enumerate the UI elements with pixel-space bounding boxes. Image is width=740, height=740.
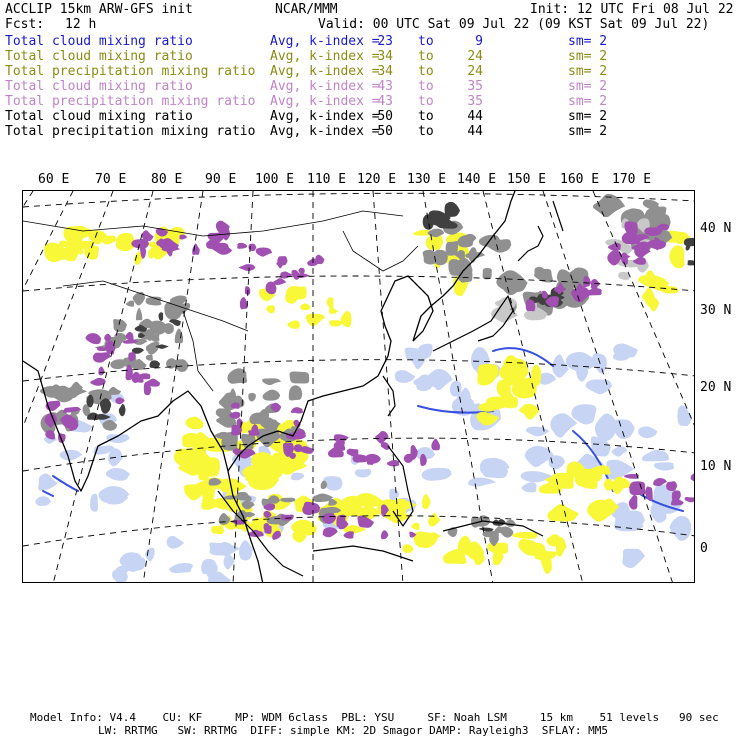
cloud-level2-area bbox=[422, 494, 431, 509]
cloud-level1-area bbox=[239, 540, 253, 560]
cloud-level3-area bbox=[387, 460, 399, 466]
cloud-level1-area bbox=[468, 478, 496, 487]
cloud-level2-area bbox=[327, 298, 334, 310]
cloud-level1-area bbox=[38, 474, 58, 491]
cloud-level3-area bbox=[86, 333, 102, 344]
legend-avg-label: Avg, k-index = bbox=[270, 34, 380, 49]
legend-k-to: 44 bbox=[467, 109, 483, 124]
cloud-level3-area bbox=[691, 473, 695, 484]
cloud-level2-area bbox=[300, 303, 310, 310]
cloud-level1-area bbox=[670, 516, 690, 541]
cloud-level4-core bbox=[169, 319, 181, 324]
cloud-level4-area bbox=[175, 329, 183, 344]
valid-time: Valid: 00 UTC Sat 09 Jul 22 (09 KST Sat 09 Jul 22) bbox=[318, 17, 710, 32]
cloud-level2-area bbox=[340, 311, 351, 327]
cloud-level2-area bbox=[646, 270, 655, 281]
lon-tick-label: 130 E bbox=[407, 172, 447, 187]
lat-tick-label: 0 bbox=[700, 541, 708, 556]
legend-field: Total cloud mixing ratio bbox=[5, 49, 193, 64]
legend-sm: sm= 2 bbox=[568, 79, 608, 94]
lon-tick-label: 90 E bbox=[205, 172, 237, 187]
lat-tick-label: 30 N bbox=[700, 303, 732, 318]
cloud-level3-area bbox=[192, 243, 200, 255]
legend-k-to: 24 bbox=[467, 49, 483, 64]
cloud-level4-area bbox=[262, 378, 281, 385]
cloud-level1-area bbox=[35, 496, 51, 506]
lat-tick-label: 40 N bbox=[700, 221, 732, 236]
cloud-level4-area bbox=[151, 334, 160, 342]
cloud-level3-area bbox=[179, 235, 187, 240]
cloud-level3-area bbox=[273, 278, 286, 285]
model-info-line1: Model Info: V4.4 CU: KF MP: WDM 6class PBL: YSU SF: Noah LSM 15 km 51 levels 90 sec bbox=[30, 711, 719, 724]
legend-to: to bbox=[418, 64, 434, 79]
cloud-level2-area bbox=[185, 417, 203, 430]
cloud-level2-area bbox=[306, 314, 326, 321]
legend-k-from: 50 bbox=[377, 109, 393, 124]
cloud-level1-area bbox=[622, 549, 645, 568]
cloud-level2-area bbox=[649, 297, 660, 311]
legend-to: to bbox=[418, 49, 434, 64]
cloud-level4-area bbox=[136, 308, 142, 320]
lon-tick-label: 70 E bbox=[95, 172, 127, 187]
cloud-level2-area bbox=[430, 532, 441, 540]
cloud-level1-area bbox=[416, 374, 432, 391]
cloud-level3-area bbox=[685, 497, 695, 502]
cloud-level3-area bbox=[629, 481, 645, 495]
cloud-level4-area bbox=[248, 393, 256, 402]
lon-gridline bbox=[23, 191, 33, 583]
legend-sm: sm= 2 bbox=[568, 94, 608, 109]
fcst-label: Fcst: bbox=[5, 17, 45, 32]
cloud-level2-area bbox=[556, 537, 567, 557]
cloud-level1-area bbox=[526, 427, 550, 437]
cloud-level3-area bbox=[334, 434, 349, 442]
cloud-level1-area bbox=[223, 555, 234, 570]
cloud-level1-area bbox=[130, 557, 146, 570]
fcst-value: 12 h bbox=[65, 17, 97, 32]
cloud-level2-area bbox=[329, 320, 342, 326]
cloud-level1-area bbox=[595, 414, 617, 441]
legend-sm: sm= 2 bbox=[568, 64, 608, 79]
cloud-level1-area bbox=[167, 536, 185, 549]
cloud-level4-core bbox=[479, 528, 494, 532]
cloud-level3-area bbox=[281, 515, 294, 521]
legend-k-to: 9 bbox=[475, 34, 483, 49]
cloud-level2-area bbox=[669, 245, 684, 268]
legend-field: Total cloud mixing ratio bbox=[5, 109, 193, 124]
lon-tick-label: 100 E bbox=[255, 172, 295, 187]
cloud-level1-area bbox=[540, 373, 556, 385]
cloud-level1-area bbox=[612, 446, 627, 456]
legend-avg-label: Avg, k-index = bbox=[270, 94, 380, 109]
cloud-level2-area bbox=[285, 286, 300, 304]
legend-avg-label: Avg, k-index = bbox=[270, 64, 380, 79]
legend-field: Total precipitation mixing ratio bbox=[5, 124, 256, 139]
cloud-level2-area bbox=[547, 504, 579, 521]
legend-k-from: 50 bbox=[377, 124, 393, 139]
cloud-level1-area bbox=[642, 450, 669, 461]
cloud-level3-area bbox=[347, 449, 359, 457]
cloud-level2-area bbox=[411, 523, 419, 530]
legend-field: Total precipitation mixing ratio bbox=[5, 94, 256, 109]
cloud-level3-area bbox=[126, 332, 134, 340]
cloud-level4-area bbox=[146, 355, 153, 361]
coastline-taiwan bbox=[383, 376, 395, 416]
cloud-level1-area bbox=[654, 462, 674, 470]
cloud-level1-area bbox=[450, 381, 461, 397]
cloud-level3-area bbox=[93, 352, 111, 362]
legend-sm: sm= 2 bbox=[568, 34, 608, 49]
lon-tick-label: 160 E bbox=[560, 172, 600, 187]
lon-tick-label: 170 E bbox=[612, 172, 652, 187]
legend-sm: sm= 2 bbox=[568, 49, 608, 64]
cloud-level1-area bbox=[106, 468, 130, 481]
cloud-level1-area bbox=[522, 482, 537, 492]
lon-tick-label: 80 E bbox=[151, 172, 183, 187]
legend-to: to bbox=[418, 109, 434, 124]
cloud-level1-area bbox=[169, 563, 193, 573]
legend-k-to: 35 bbox=[467, 94, 483, 109]
cloud-level3-area bbox=[316, 255, 325, 264]
legend-k-from: 43 bbox=[377, 79, 393, 94]
lon-tick-label: 120 E bbox=[357, 172, 397, 187]
cloud-level1-area bbox=[405, 347, 421, 360]
cloud-level1-area bbox=[355, 469, 371, 478]
lon-gridline bbox=[373, 191, 403, 583]
cloud-level3-area bbox=[240, 297, 248, 309]
cloud-level2-area bbox=[287, 320, 300, 329]
lat-tick-label: 10 N bbox=[700, 459, 732, 474]
legend-k-to: 24 bbox=[467, 64, 483, 79]
cloud-level3-area bbox=[381, 530, 388, 539]
cloud-level2-area bbox=[541, 553, 552, 574]
cloud-level4-area bbox=[483, 268, 492, 279]
legend-k-from: 23 bbox=[377, 34, 393, 49]
cloud-level3-area bbox=[344, 531, 354, 538]
legend-sm: sm= 2 bbox=[568, 124, 608, 139]
legend-to: to bbox=[418, 94, 434, 109]
model-info-line2: LW: RRTMG SW: RRTMG DIFF: simple KM: 2D Smagor DAMP: Rayleigh3 SFLAY: MM5 bbox=[98, 724, 608, 737]
cloud-level3-area bbox=[256, 248, 273, 257]
legend-k-from: 34 bbox=[377, 64, 393, 79]
init-time: Init: 12 UTC Fri 08 Jul 22 bbox=[530, 2, 734, 17]
cloud-level4-area bbox=[126, 300, 134, 306]
legend-avg-label: Avg, k-index = bbox=[270, 124, 380, 139]
lat-tick-label: 20 N bbox=[700, 380, 732, 395]
cloud-level4-area bbox=[108, 387, 121, 395]
country-border bbox=[183, 311, 213, 391]
cloud-level4-area bbox=[618, 272, 629, 280]
cloud-level2-area bbox=[512, 532, 538, 539]
map-canvas bbox=[23, 191, 695, 583]
cloud-level1-streak bbox=[43, 491, 53, 496]
cloud-level3-area bbox=[277, 256, 287, 265]
cloud-level1-area bbox=[422, 468, 452, 481]
cloud-level3-area bbox=[629, 495, 638, 510]
cloud-level4-area bbox=[289, 385, 303, 400]
cloud-level2-area bbox=[329, 308, 338, 314]
cloud-level3-area bbox=[375, 431, 388, 444]
cloud-level2-area bbox=[211, 526, 224, 534]
cloud-level3-area bbox=[323, 527, 338, 537]
legend-k-from: 34 bbox=[377, 49, 393, 64]
cloud-level1-area bbox=[112, 570, 128, 583]
cloud-level3-area bbox=[583, 276, 591, 287]
center-name: NCAR/MMM bbox=[275, 2, 338, 17]
cloud-level1-area bbox=[291, 473, 305, 481]
cloud-level2-area bbox=[522, 404, 539, 420]
cloud-level4-core bbox=[445, 202, 460, 217]
cloud-level2-area bbox=[477, 364, 498, 385]
legend-avg-label: Avg, k-index = bbox=[270, 109, 380, 124]
legend-sm: sm= 2 bbox=[568, 109, 608, 124]
cloud-level1-area bbox=[389, 489, 399, 501]
cloud-level3-area bbox=[431, 439, 440, 451]
cloud-level3-area bbox=[239, 264, 255, 271]
cloud-level1-area bbox=[90, 494, 98, 512]
cloud-level3-area bbox=[237, 243, 247, 249]
cloud-level3-area bbox=[542, 291, 548, 299]
cloud-level4-area bbox=[289, 371, 309, 383]
coastline-japan bbox=[518, 226, 543, 261]
cloud-level4-core bbox=[149, 360, 160, 368]
cloud-level1-area bbox=[638, 426, 657, 438]
cloud-level4-area bbox=[503, 284, 518, 295]
legend-k-to: 44 bbox=[467, 124, 483, 139]
cloud-level4-area bbox=[263, 390, 281, 401]
legend-to: to bbox=[418, 79, 434, 94]
lon-tick-label: 140 E bbox=[457, 172, 497, 187]
cloud-level2-area bbox=[219, 478, 247, 492]
model-title: ACCLIP 15km ARW-GFS init bbox=[5, 2, 193, 17]
cloud-level3-area bbox=[291, 270, 299, 280]
legend-avg-label: Avg, k-index = bbox=[270, 79, 380, 94]
cloud-level1-area bbox=[395, 370, 416, 383]
legend-k-to: 35 bbox=[467, 79, 483, 94]
cloud-level4-area bbox=[110, 359, 125, 369]
cloud-level3-area bbox=[280, 272, 293, 279]
legend-k-from: 43 bbox=[377, 94, 393, 109]
legend-field: Total precipitation mixing ratio bbox=[5, 64, 256, 79]
cloud-level3-area bbox=[294, 444, 302, 452]
map-panel bbox=[22, 190, 695, 583]
cloud-level1-area bbox=[586, 379, 613, 394]
cloud-level1-area bbox=[60, 450, 83, 461]
cloud-level2-area bbox=[403, 544, 414, 553]
legend-field: Total cloud mixing ratio bbox=[5, 79, 193, 94]
cloud-level2-area bbox=[428, 513, 440, 527]
cloud-level2-area bbox=[266, 305, 275, 313]
cloud-level3-area bbox=[404, 454, 414, 463]
cloud-level4-core bbox=[159, 312, 164, 321]
cloud-level4-area bbox=[500, 527, 514, 538]
cloud-level3-area bbox=[98, 367, 104, 376]
coastline-borneo bbox=[313, 546, 413, 561]
lon-tick-label: 60 E bbox=[38, 172, 70, 187]
legend-avg-label: Avg, k-index = bbox=[270, 49, 380, 64]
legend-to: to bbox=[418, 124, 434, 139]
cloud-level1-area bbox=[145, 548, 155, 562]
lon-tick-label: 110 E bbox=[307, 172, 347, 187]
cloud-level4-area bbox=[446, 241, 459, 256]
legend-field: Total cloud mixing ratio bbox=[5, 34, 193, 49]
cloud-level1-area bbox=[209, 542, 232, 555]
legend-to: to bbox=[418, 34, 434, 49]
cloud-level4-core bbox=[119, 404, 126, 416]
lon-tick-label: 150 E bbox=[507, 172, 547, 187]
country-border bbox=[343, 231, 418, 271]
